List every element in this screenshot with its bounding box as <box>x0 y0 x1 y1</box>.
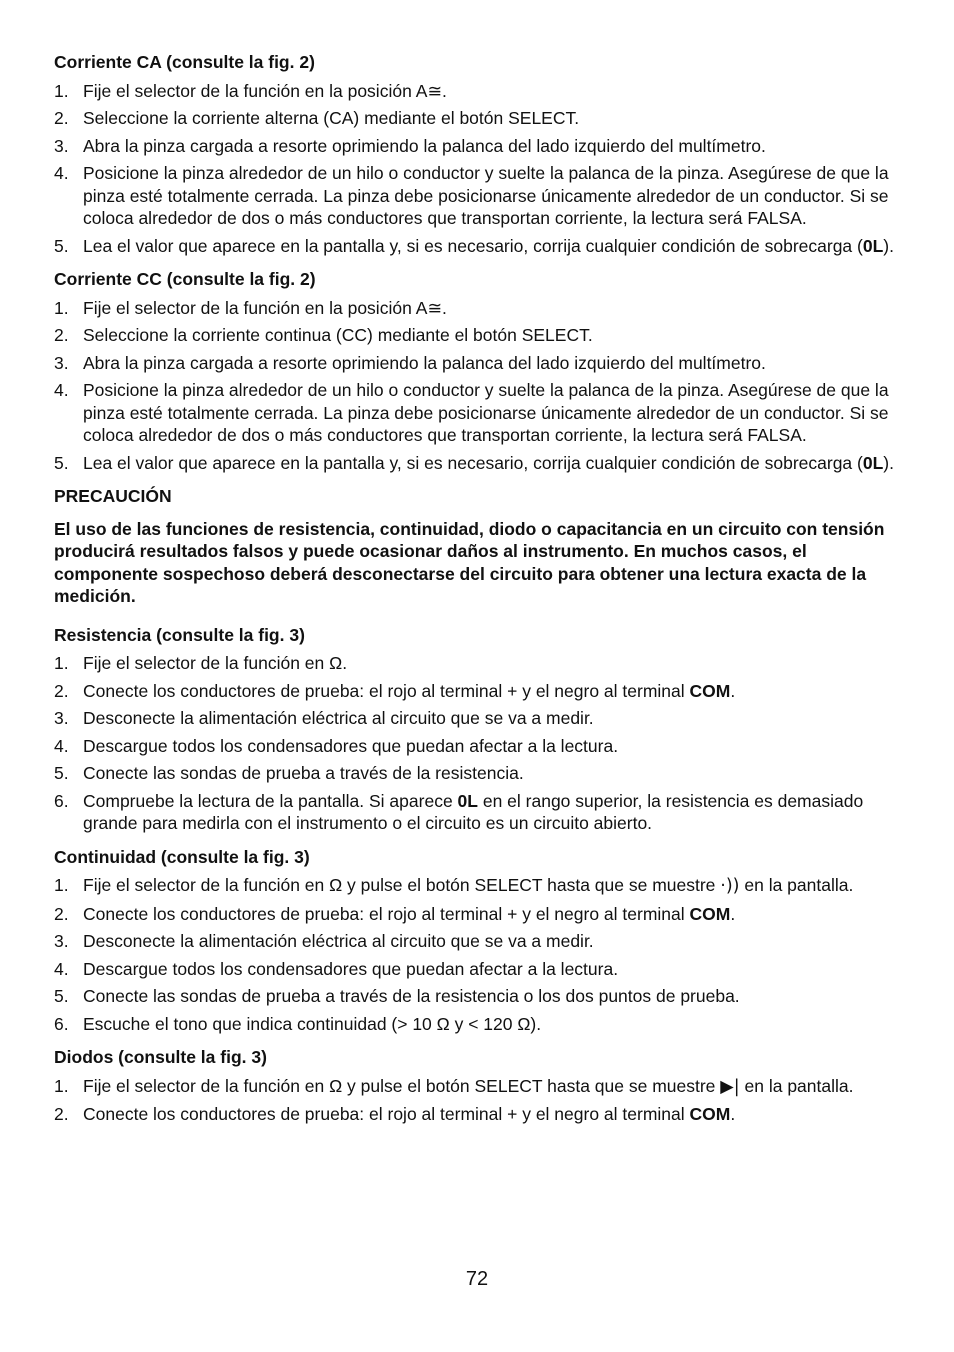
list-item: 2. Conecte los conductores de prueba: el rojo al terminal + y el negro al terminal COM. <box>54 1104 736 1124</box>
section-corriente-cc <box>54 268 899 474</box>
section-title: Continuidad (consulte la fig. 3) <box>54 846 310 867</box>
caution-text: El uso de las funciones de resistencia, continuidad, diodo o capacitancia en un circuito con tensión producirá resultados falsos y puede ocasionar daños al instrumento. En muchos casos, el componente sospechoso deberá desconectarse del circuito para obtener una lectura exacta de la medición. <box>54 518 885 606</box>
caution-block <box>54 485 899 608</box>
list-item: 1. Fije el selector de la función en Ω y pulse el botón SELECT hasta que se muestre ▶| en la pantalla. <box>54 1075 854 1097</box>
page-number: 72 <box>465 1268 489 1290</box>
list-item: 2. Conecte los conductores de prueba: el rojo al terminal + y el negro al terminal COM. <box>54 903 736 924</box>
list-item: 1. Fije el selector de la función en Ω y pulse el botón SELECT hasta que se muestre ·)) en la pantalla. <box>54 875 854 896</box>
list-item: 3. Desconecte la alimentación eléctrica al circuito que se va a medir. <box>54 931 594 951</box>
list-item: 1. Fije el selector de la función en Ω. <box>54 653 348 673</box>
caution-title: PRECAUCIÓN <box>54 486 172 506</box>
manual-page <box>54 51 899 1137</box>
section-continuidad <box>54 846 899 1036</box>
steps-list <box>54 80 899 258</box>
steps-list <box>54 652 899 835</box>
list-item: 4. Posicione la pinza alrededor de un hilo o conductor y suelte la palanca de la pinza. Asegúrese de que la pinza esté totalmente cerrada. La pinza debe posicionarse únicamente alrededor de un conductor. Si se coloca alrededor de dos o más conductores que transportan corriente, la lectura será FALSA. <box>54 380 889 445</box>
list-item: 5. Conecte las sondas de prueba a través de la resistencia. <box>54 763 524 783</box>
list-item: 3. Abra la pinza cargada a resorte oprimiendo la palanca del lado izquierdo del multímetro. <box>54 352 766 373</box>
section-title: Resistencia (consulte la fig. 3) <box>54 624 305 645</box>
continuity-beep-icon: ·)) <box>720 876 740 896</box>
list-item: 5. Lea el valor que aparece en la pantalla y, si es necesario, corrija cualquier condición de sobrecarga (0L). <box>54 235 894 256</box>
list-item: 3. Desconecte la alimentación eléctrica al circuito que se va a medir. <box>54 708 594 728</box>
diode-icon: ▶| <box>720 1076 740 1097</box>
section-diodos <box>54 1046 899 1126</box>
list-item: 1. Fije el selector de la función en la posición A≅. <box>54 297 447 318</box>
list-item: 6. Compruebe la lectura de la pantalla. Si aparece 0L en el rango superior, la resistencia es demasiado grande para medirla con el instrumento o el circuito es un circuito abierto. <box>54 790 864 833</box>
section-title: Corriente CC (consulte la fig. 2) <box>54 269 316 289</box>
list-item: 5. Conecte las sondas de prueba a través de la resistencia o los dos puntos de prueba. <box>54 986 740 1006</box>
list-item: 2. Conecte los conductores de prueba: el rojo al terminal + y el negro al terminal COM. <box>54 680 736 701</box>
section-title: Diodos (consulte la fig. 3) <box>54 1047 267 1067</box>
list-item: 2. Seleccione la corriente continua (CC) mediante el botón SELECT. <box>54 325 593 345</box>
list-item: 1. Fije el selector de la función en la posición A≅. <box>54 80 447 101</box>
section-title: Corriente CA (consulte la fig. 2) <box>54 52 315 72</box>
list-item: 6. Escuche el tono que indica continuidad (> 10 Ω y < 120 Ω). <box>54 1013 542 1034</box>
steps-list <box>54 297 899 475</box>
list-item: 4. Descargue todos los condensadores que puedan afectar a la lectura. <box>54 958 619 979</box>
list-item: 4. Descargue todos los condensadores que puedan afectar a la lectura. <box>54 735 619 756</box>
list-item: 5. Lea el valor que aparece en la pantalla y, si es necesario, corrija cualquier condición de sobrecarga (0L). <box>54 452 894 473</box>
list-item: 3. Abra la pinza cargada a resorte oprimiendo la palanca del lado izquierdo del multímetro. <box>54 135 766 156</box>
section-resistencia <box>54 624 899 835</box>
section-corriente-ca <box>54 51 899 257</box>
steps-list <box>54 1075 899 1126</box>
list-item: 2. Seleccione la corriente alterna (CA) mediante el botón SELECT. <box>54 108 580 128</box>
list-item: 4. Posicione la pinza alrededor de un hilo o conductor y suelte la palanca de la pinza. Asegúrese de que la pinza esté totalmente cerrada. La pinza debe posicionarse únicamente alrededor de un conductor. Si se coloca alrededor de dos o más conductores que transportan corriente, la lectura será FALSA. <box>54 163 889 228</box>
steps-list <box>54 874 899 1035</box>
